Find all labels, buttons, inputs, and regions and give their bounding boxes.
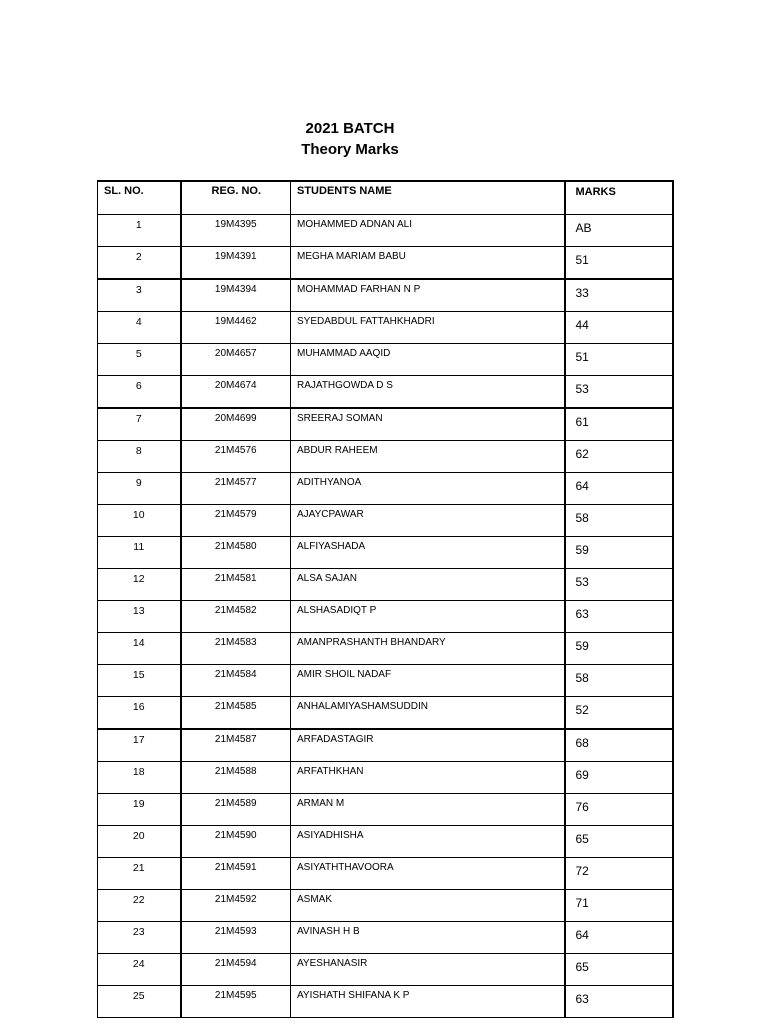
- table-row: [98, 954, 673, 986]
- cell-student-name: ABDUR RAHEEM: [291, 441, 565, 473]
- cell-sl-no: 24: [98, 954, 181, 986]
- cell-sl-no: 17: [98, 729, 181, 762]
- cell-sl-no: 20: [98, 826, 181, 858]
- cell-marks: 76: [565, 794, 673, 826]
- cell-sl-no: 14: [98, 633, 181, 665]
- cell-student-name: ARMAN M: [291, 794, 565, 826]
- column-header-sl-no: SL. NO.: [98, 181, 181, 215]
- cell-sl-no: 2: [98, 247, 181, 280]
- cell-student-name: ALSHASADIQT P: [291, 601, 565, 633]
- table-row: [98, 826, 673, 858]
- cell-student-name: AJAYCPAWAR: [291, 505, 565, 537]
- cell-marks: 33: [565, 279, 673, 312]
- cell-reg-no: 21M4590: [181, 826, 291, 858]
- table-row: [98, 794, 673, 826]
- cell-reg-no: 21M4592: [181, 890, 291, 922]
- document-title: 2021 BATCH: [305, 120, 395, 137]
- cell-student-name: SYEDABDUL FATTAHKHADRI: [291, 312, 565, 344]
- cell-student-name: AYESHANASIR: [291, 954, 565, 986]
- cell-reg-no: 19M4394: [181, 279, 291, 312]
- table-row: [98, 858, 673, 890]
- cell-student-name: ASIYATHTHAVOORA: [291, 858, 565, 890]
- cell-sl-no: 15: [98, 665, 181, 697]
- cell-reg-no: 21M4595: [181, 986, 291, 1018]
- cell-sl-no: 9: [98, 473, 181, 505]
- cell-marks: 51: [565, 344, 673, 376]
- cell-sl-no: 7: [98, 408, 181, 441]
- cell-marks: 59: [565, 537, 673, 569]
- cell-sl-no: 19: [98, 794, 181, 826]
- table-row: [98, 408, 673, 441]
- table-row: [98, 633, 673, 665]
- table-row: [98, 665, 673, 697]
- table-row: [98, 922, 673, 954]
- table-row: [98, 473, 673, 505]
- cell-marks: 61: [565, 408, 673, 441]
- cell-marks: 59: [565, 633, 673, 665]
- cell-sl-no: 1: [98, 215, 181, 247]
- cell-reg-no: 21M4588: [181, 762, 291, 794]
- cell-sl-no: 4: [98, 312, 181, 344]
- cell-marks: 68: [565, 729, 673, 762]
- cell-student-name: SREERAJ SOMAN: [291, 408, 565, 441]
- cell-sl-no: 25: [98, 986, 181, 1018]
- cell-student-name: MEGHA MARIAM BABU: [291, 247, 565, 280]
- cell-reg-no: 21M4580: [181, 537, 291, 569]
- cell-marks: 53: [565, 569, 673, 601]
- cell-sl-no: 11: [98, 537, 181, 569]
- marks-table: [97, 180, 674, 1018]
- cell-sl-no: 12: [98, 569, 181, 601]
- cell-marks: 51: [565, 247, 673, 280]
- cell-marks: 64: [565, 922, 673, 954]
- cell-reg-no: 20M4699: [181, 408, 291, 441]
- cell-student-name: MOHAMMED ADNAN ALI: [291, 215, 565, 247]
- cell-reg-no: 19M4391: [181, 247, 291, 280]
- cell-student-name: AMIR SHOIL NADAF: [291, 665, 565, 697]
- cell-marks: AB: [565, 215, 673, 247]
- cell-marks: 63: [565, 601, 673, 633]
- cell-reg-no: 21M4576: [181, 441, 291, 473]
- cell-reg-no: 21M4581: [181, 569, 291, 601]
- table-row: [98, 986, 673, 1018]
- cell-reg-no: 20M4657: [181, 344, 291, 376]
- cell-student-name: ARFADASTAGIR: [291, 729, 565, 762]
- column-header-students-name: STUDENTS NAME: [291, 181, 565, 215]
- table-row: [98, 890, 673, 922]
- cell-reg-no: 21M4579: [181, 505, 291, 537]
- cell-marks: 69: [565, 762, 673, 794]
- cell-student-name: ALSA SAJAN: [291, 569, 565, 601]
- cell-reg-no: 21M4593: [181, 922, 291, 954]
- cell-sl-no: 22: [98, 890, 181, 922]
- table-row: [98, 376, 673, 409]
- cell-sl-no: 3: [98, 279, 181, 312]
- cell-sl-no: 13: [98, 601, 181, 633]
- cell-reg-no: 21M4585: [181, 697, 291, 730]
- cell-student-name: AVINASH H B: [291, 922, 565, 954]
- cell-reg-no: 21M4584: [181, 665, 291, 697]
- cell-marks: 72: [565, 858, 673, 890]
- cell-reg-no: 19M4462: [181, 312, 291, 344]
- cell-marks: 53: [565, 376, 673, 409]
- table-row: [98, 344, 673, 376]
- cell-reg-no: 21M4583: [181, 633, 291, 665]
- cell-student-name: MUHAMMAD AAQID: [291, 344, 565, 376]
- cell-marks: 62: [565, 441, 673, 473]
- cell-reg-no: 19M4395: [181, 215, 291, 247]
- cell-sl-no: 8: [98, 441, 181, 473]
- table-row: [98, 312, 673, 344]
- cell-student-name: MOHAMMAD FARHAN N P: [291, 279, 565, 312]
- cell-sl-no: 10: [98, 505, 181, 537]
- table-row: [98, 601, 673, 633]
- table-row: [98, 697, 673, 730]
- cell-reg-no: 20M4674: [181, 376, 291, 409]
- cell-student-name: ARFATHKHAN: [291, 762, 565, 794]
- cell-student-name: ANHALAMIYASHAMSUDDIN: [291, 697, 565, 730]
- table-body: [98, 215, 673, 1018]
- cell-reg-no: 21M4589: [181, 794, 291, 826]
- cell-student-name: ASIYADHISHA: [291, 826, 565, 858]
- column-header-marks: MARKS: [565, 181, 673, 215]
- cell-student-name: AMANPRASHANTH BHANDARY: [291, 633, 565, 665]
- cell-marks: 52: [565, 697, 673, 730]
- cell-student-name: ASMAK: [291, 890, 565, 922]
- table-row: [98, 505, 673, 537]
- cell-marks: 65: [565, 826, 673, 858]
- cell-sl-no: 16: [98, 697, 181, 730]
- column-header-reg-no: REG. NO.: [181, 181, 291, 215]
- cell-reg-no: 21M4577: [181, 473, 291, 505]
- cell-sl-no: 5: [98, 344, 181, 376]
- header-row: [98, 181, 673, 215]
- cell-sl-no: 6: [98, 376, 181, 409]
- cell-reg-no: 21M4587: [181, 729, 291, 762]
- table-row: [98, 729, 673, 762]
- cell-marks: 63: [565, 986, 673, 1018]
- cell-marks: 58: [565, 505, 673, 537]
- cell-marks: 44: [565, 312, 673, 344]
- cell-marks: 58: [565, 665, 673, 697]
- table-row: [98, 247, 673, 280]
- document-subtitle: Theory Marks: [301, 141, 399, 158]
- table-row: [98, 441, 673, 473]
- table-header: [98, 181, 673, 215]
- table-row: [98, 569, 673, 601]
- table-row: [98, 279, 673, 312]
- cell-student-name: AYISHATH SHIFANA K P: [291, 986, 565, 1018]
- cell-reg-no: 21M4594: [181, 954, 291, 986]
- table-row: [98, 215, 673, 247]
- cell-reg-no: 21M4591: [181, 858, 291, 890]
- cell-student-name: RAJATHGOWDA D S: [291, 376, 565, 409]
- cell-marks: 65: [565, 954, 673, 986]
- cell-student-name: ADITHYANOA: [291, 473, 565, 505]
- cell-sl-no: 23: [98, 922, 181, 954]
- cell-marks: 71: [565, 890, 673, 922]
- cell-marks: 64: [565, 473, 673, 505]
- cell-sl-no: 18: [98, 762, 181, 794]
- cell-student-name: ALFIYASHADA: [291, 537, 565, 569]
- cell-sl-no: 21: [98, 858, 181, 890]
- table-row: [98, 537, 673, 569]
- table-row: [98, 762, 673, 794]
- cell-reg-no: 21M4582: [181, 601, 291, 633]
